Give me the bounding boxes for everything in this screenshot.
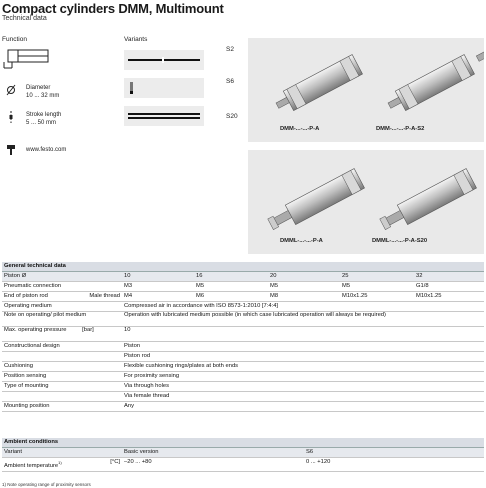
variant-s2-label: S2	[226, 46, 234, 53]
size-cell: 10	[122, 272, 194, 282]
table-row	[2, 327, 484, 342]
table-cell: Via female thread	[122, 392, 484, 402]
diameter-value: 10 ... 32 mm	[26, 93, 60, 99]
table-cell: 10	[122, 327, 484, 342]
diameter-row	[6, 84, 59, 100]
table-row	[2, 458, 484, 472]
table-row	[2, 282, 484, 292]
variant-s6-image	[124, 78, 204, 98]
row-label: Mounting position	[2, 402, 122, 412]
table-cell: For proximity sensing	[122, 372, 484, 382]
table-cell: Flexible cushioning rings/plates at both ends	[122, 362, 484, 372]
stroke-label: Stroke length	[26, 112, 62, 118]
page-subtitle: Technical data	[2, 15, 47, 22]
table-row	[2, 448, 484, 458]
row-label: Operating medium	[2, 302, 122, 312]
table-row	[2, 362, 484, 372]
table-cell: G1/8	[414, 282, 484, 292]
table-cell: –20 ... +80	[122, 458, 304, 472]
footnote-marker: 1)	[58, 460, 62, 465]
table-row	[2, 402, 484, 412]
row-label: Variant	[2, 448, 122, 458]
size-cell: 16	[194, 272, 268, 282]
row-label	[2, 327, 122, 342]
table-row	[2, 292, 484, 302]
stroke-length-icon	[6, 111, 16, 123]
unit-label: [bar]	[82, 327, 94, 333]
unit-label: [°C]	[110, 459, 120, 465]
web-link[interactable]: www.festo.com	[26, 147, 67, 153]
diameter-label: Diameter	[26, 85, 51, 91]
piston-label: Piston Ø	[2, 272, 122, 282]
table-cell: Piston	[122, 342, 484, 352]
section-title: Ambient conditions	[2, 438, 484, 448]
footnote: 1) Note operating range of proximity sensors	[2, 482, 91, 487]
table-row	[2, 372, 484, 382]
table-row	[2, 352, 484, 362]
table-row	[2, 272, 484, 282]
table-cell: M8	[268, 292, 340, 302]
row-label: Position sensing	[2, 372, 122, 382]
function-label: Function	[2, 36, 27, 43]
row-label-text: End of piston rod	[4, 293, 48, 299]
row-sublabel: Male thread	[89, 293, 120, 299]
web-row	[6, 144, 66, 156]
row-label: Type of mounting	[2, 382, 122, 392]
table-cell: M5	[340, 282, 414, 292]
ambient-conditions-table	[2, 438, 484, 472]
stroke-row	[6, 111, 61, 127]
size-cell: 20	[268, 272, 340, 282]
table-row	[2, 312, 484, 327]
product-photo-dmm	[248, 38, 484, 142]
row-label: Pneumatic connection	[2, 282, 122, 292]
photo-caption: DMM-...-...-P-A	[280, 126, 320, 132]
row-label: Cushioning	[2, 362, 122, 372]
table-cell: Via through holes	[122, 382, 484, 392]
table-cell: 0 ... +120	[304, 458, 484, 472]
table-cell: M6	[194, 292, 268, 302]
table-cell: Piston rod	[122, 352, 484, 362]
table-row	[2, 342, 484, 352]
photo-caption: DMML-...-...-P-A	[280, 238, 323, 244]
row-label: Constructional design	[2, 342, 122, 352]
table-row	[2, 392, 484, 402]
table-cell: M10x1.25	[340, 292, 414, 302]
page-title: Compact cylinders DMM, Multimount	[2, 1, 224, 16]
variant-s6-label: S6	[226, 78, 234, 85]
row-label-text: Ambient temperature	[4, 462, 59, 469]
table-cell: M3	[122, 282, 194, 292]
size-cell: 32	[414, 272, 484, 282]
variant-s20-label: S20	[226, 113, 238, 120]
variant-s20-image	[124, 106, 204, 126]
stroke-value: 5 ... 50 mm	[26, 120, 57, 126]
row-label: Note on operating/ pilot medium	[2, 312, 122, 327]
row-label	[2, 392, 122, 402]
table-cell: Operation with lubricated medium possible (in which case lubricated operation will always be required)	[122, 312, 484, 327]
table-cell: M5	[268, 282, 340, 292]
photo-caption: DMML-...-...-P-A-S20	[372, 238, 428, 244]
variants-label: Variants	[124, 36, 148, 43]
cylinder-symbol-icon	[2, 47, 50, 69]
row-label	[2, 352, 122, 362]
variant-s2-image	[124, 50, 204, 70]
column-header: S6	[304, 448, 484, 458]
row-label	[2, 458, 122, 472]
general-data-table	[2, 262, 484, 412]
column-header: Basic version	[122, 448, 304, 458]
section-title: General technical data	[2, 262, 484, 272]
table-cell: M10x1.25	[414, 292, 484, 302]
table-cell: M4	[122, 292, 194, 302]
table-row	[2, 382, 484, 392]
table-cell: Compressed air in accordance with ISO 8573-1:2010 [7:4:4]	[122, 302, 484, 312]
table-cell: M5	[194, 282, 268, 292]
row-label	[2, 292, 122, 302]
table-cell: Any	[122, 402, 484, 412]
row-label-text: Max. operating pressure	[4, 327, 67, 333]
diameter-icon	[6, 84, 16, 96]
size-cell: 25	[340, 272, 414, 282]
table-row	[2, 302, 484, 312]
photo-caption: DMM-...-...-P-A-S2	[376, 126, 425, 132]
product-photo-dmml	[248, 150, 484, 254]
cursor-hand-icon	[6, 144, 16, 156]
